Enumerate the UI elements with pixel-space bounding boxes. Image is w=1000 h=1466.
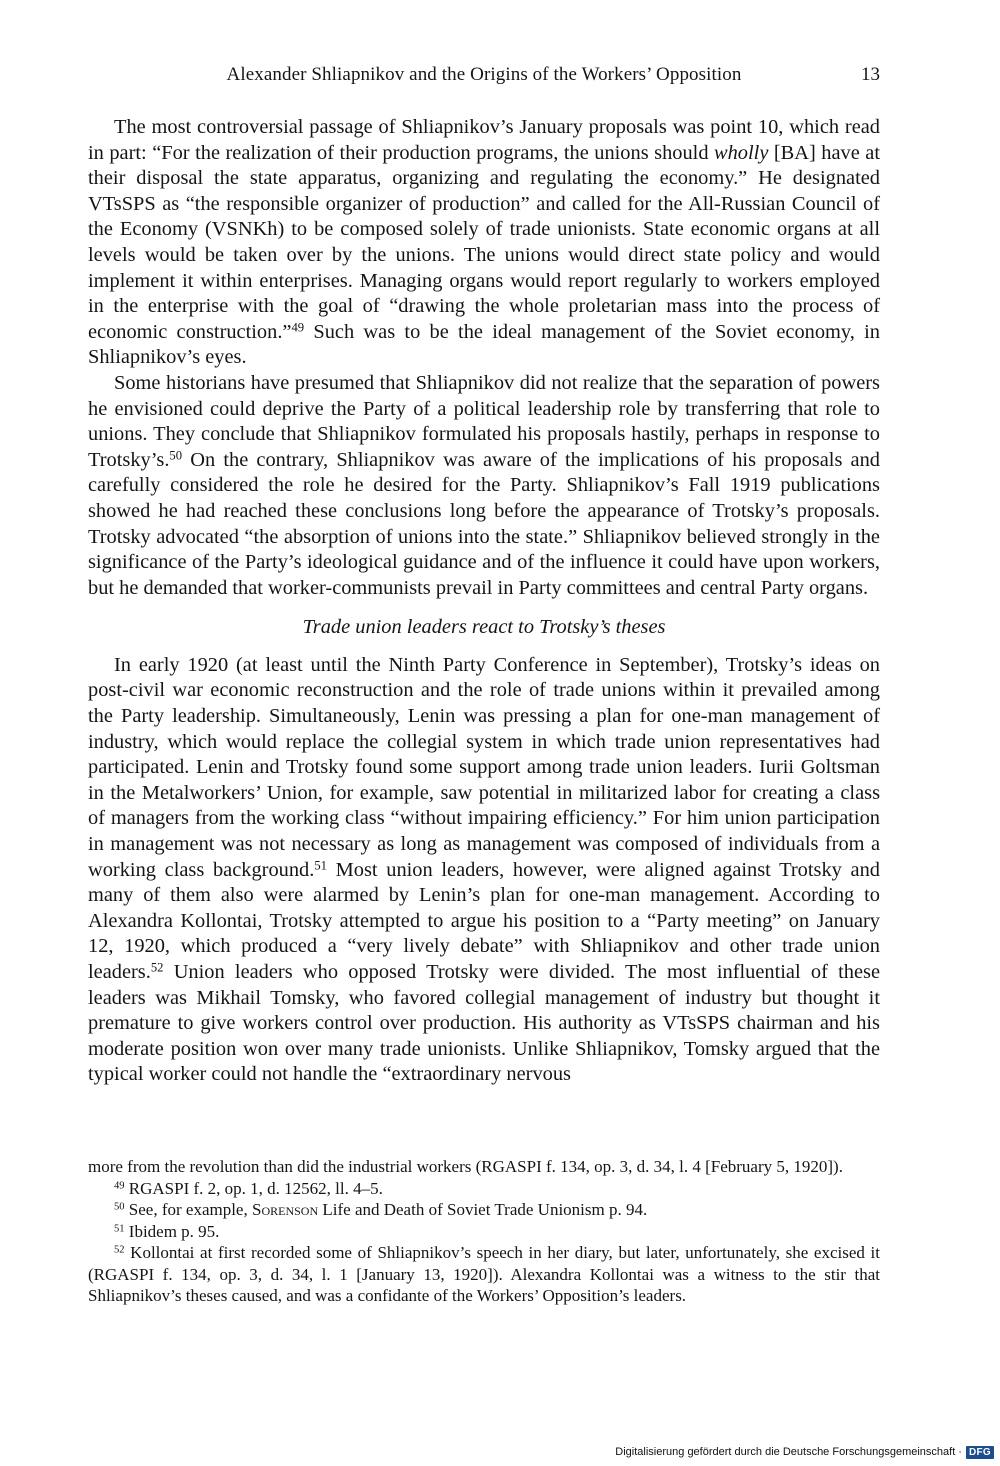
paragraph-1-text-b: [BA] have at their disposal the state apparatus, organizing and regulating the economy.” He designated VTsSPS as “the responsible organizer of production” and called for the All-Russian Council of the Economy (VSNKh) to be composed solely of trade unionists. State economic organs at all levels would be taken over by the unions. The unions would direct state policy and would implement it within enterprises. Managing organs would report regularly to workers employed in the enterprise with the goal of “drawing the whole proletarian mass into the process of economic construction.” — [88, 141, 880, 343]
emphasis-wholly: wholly — [714, 141, 769, 164]
footnote-51 — [88, 1221, 880, 1243]
footnote-text: Ibidem p. 95. — [124, 1221, 220, 1241]
paragraph-3-text-a: In early 1920 (at least until the Ninth Party Conference in September), Trotsky’s ideas on post-civil war economic reconstruction and the role of trade unions within it prevailed among the Party leadership. Simultaneously, Lenin was pressing a plan for one-man management of industry, which would replace the collegial system in which trade union representatives had participated. Lenin and Trotsky found some support among trade union leaders. Iurii Goltsman in the Metalworkers’ Union, for example, saw potential in militarized labor for creating a class of managers from the working class “without impairing efficiency.” For him union participation in management was not necessary as long as management was composed of individuals from a working class background. — [88, 653, 880, 881]
running-title: Alexander Shliapnikov and the Origins of the Workers’ Opposition — [226, 64, 742, 85]
page-number: 13 — [861, 64, 880, 85]
footnote-52 — [88, 1242, 880, 1307]
footnote-text: RGASPI f. 2, op. 1, d. 12562, ll. 4–5. — [124, 1178, 383, 1198]
paragraph-3 — [88, 653, 880, 1088]
funding-notice — [615, 1442, 994, 1462]
running-head — [88, 64, 880, 94]
footnote-continuation: more from the revolution than did the industrial workers (RGASPI f. 134, op. 3, d. 34, l. 4 [February 5, 1920]). — [88, 1157, 843, 1176]
paragraph-1 — [88, 115, 880, 371]
footnote-49 — [88, 1178, 880, 1200]
footnotes — [88, 1156, 880, 1307]
paragraph-1-text-a: The most controversial passage of Shliapnikov’s January proposals was point 10, which read in part: “For the realization of their production programs, the unions should — [88, 116, 880, 164]
footnote-50 — [88, 1199, 880, 1221]
section-heading: Trade union leaders react to Trotsky’s theses — [302, 616, 666, 639]
footnote-number: 49 — [114, 1180, 125, 1192]
footnote-ref-52[interactable]: 52 — [150, 960, 164, 975]
paragraph-2-text-a: Some historians have presumed that Shliapnikov did not realize that the separation of powers he envisioned could deprive the Party of a political leadership role by transferring that role to unions. They conclude that Shliapnikov formulated his proposals hastily, perhaps in response to Trotsky’s. — [88, 371, 880, 471]
footnote-ref-50[interactable]: 50 — [169, 448, 183, 463]
paragraph-3-text-c: Union leaders who opposed Trotsky were divided. The most influential of these leaders was Mikhail Tomsky, who favored collegial management of industry but thought it premature to give workers control over production. His authority as VTsSPS chairman and his moderate position won over many trade unionists. Unlike Shliapnikov, Tomsky argued that the typical worker could not handle the “extraordinary nervous — [88, 961, 880, 1086]
footnote-number: 52 — [114, 1244, 125, 1256]
dfg-logo-icon: DFG — [966, 1446, 994, 1459]
footnote-text: See, for example, — [124, 1200, 252, 1219]
paragraph-1-text-c: Such was to be the ideal management of the Soviet economy, in Shliapnikov’s eyes. — [88, 320, 880, 369]
footnote-text: Kollontai at first recorded some of Shliapnikov’s speech in her diary, but later, unfortunately, she excised it (RGASPI f. 134, op. 3, d. 34, l. 1 [January 13, 1920]). Alexandra Kollontai was a witness to the stir that Shliapnikov’s theses caused, and was a confidante of the Workers’ Opposition’s leaders. — [88, 1243, 880, 1305]
body-text — [88, 115, 880, 1088]
footnote-ref-49[interactable]: 49 — [291, 320, 305, 335]
paragraph-2 — [88, 371, 880, 601]
paragraph-3-text-b: Most union leaders, however, were aligned against Trotsky and many of them also were alarmed by Lenin’s plan for one-man management. According to Alexandra Kollontai, Trotsky attempted to argue his position to a “Party meeting” on January 12, 1920, which produced a “very lively debate” with Shliapnikov and other trade union leaders. — [88, 858, 880, 983]
footnote-author: Sorenson — [251, 1200, 319, 1219]
footnote-text: Life and Death of Soviet Trade Unionism p. 94. — [318, 1200, 648, 1219]
footnote-number: 50 — [114, 1201, 125, 1213]
footnote-number: 51 — [114, 1223, 125, 1235]
paragraph-2-text-b: On the contrary, Shliapnikov was aware of the implications of his proposals and carefully considered the role he desired for the Party. Shliapnikov’s Fall 1919 publications showed he had reached these conclusions long before the appearance of Trotsky’s proposals. Trotsky advocated “the absorption of unions into the state.” Shliapnikov believed strongly in the significance of the Party’s ideological guidance and of the influence it could have upon workers, but he demanded that worker-communists prevail in Party committees and central Party organs. — [88, 448, 880, 599]
funding-notice-text: Digitalisierung gefördert durch die Deutsche Forschungsgemeinschaft · — [615, 1446, 962, 1458]
footnote-ref-51[interactable]: 51 — [314, 858, 327, 873]
